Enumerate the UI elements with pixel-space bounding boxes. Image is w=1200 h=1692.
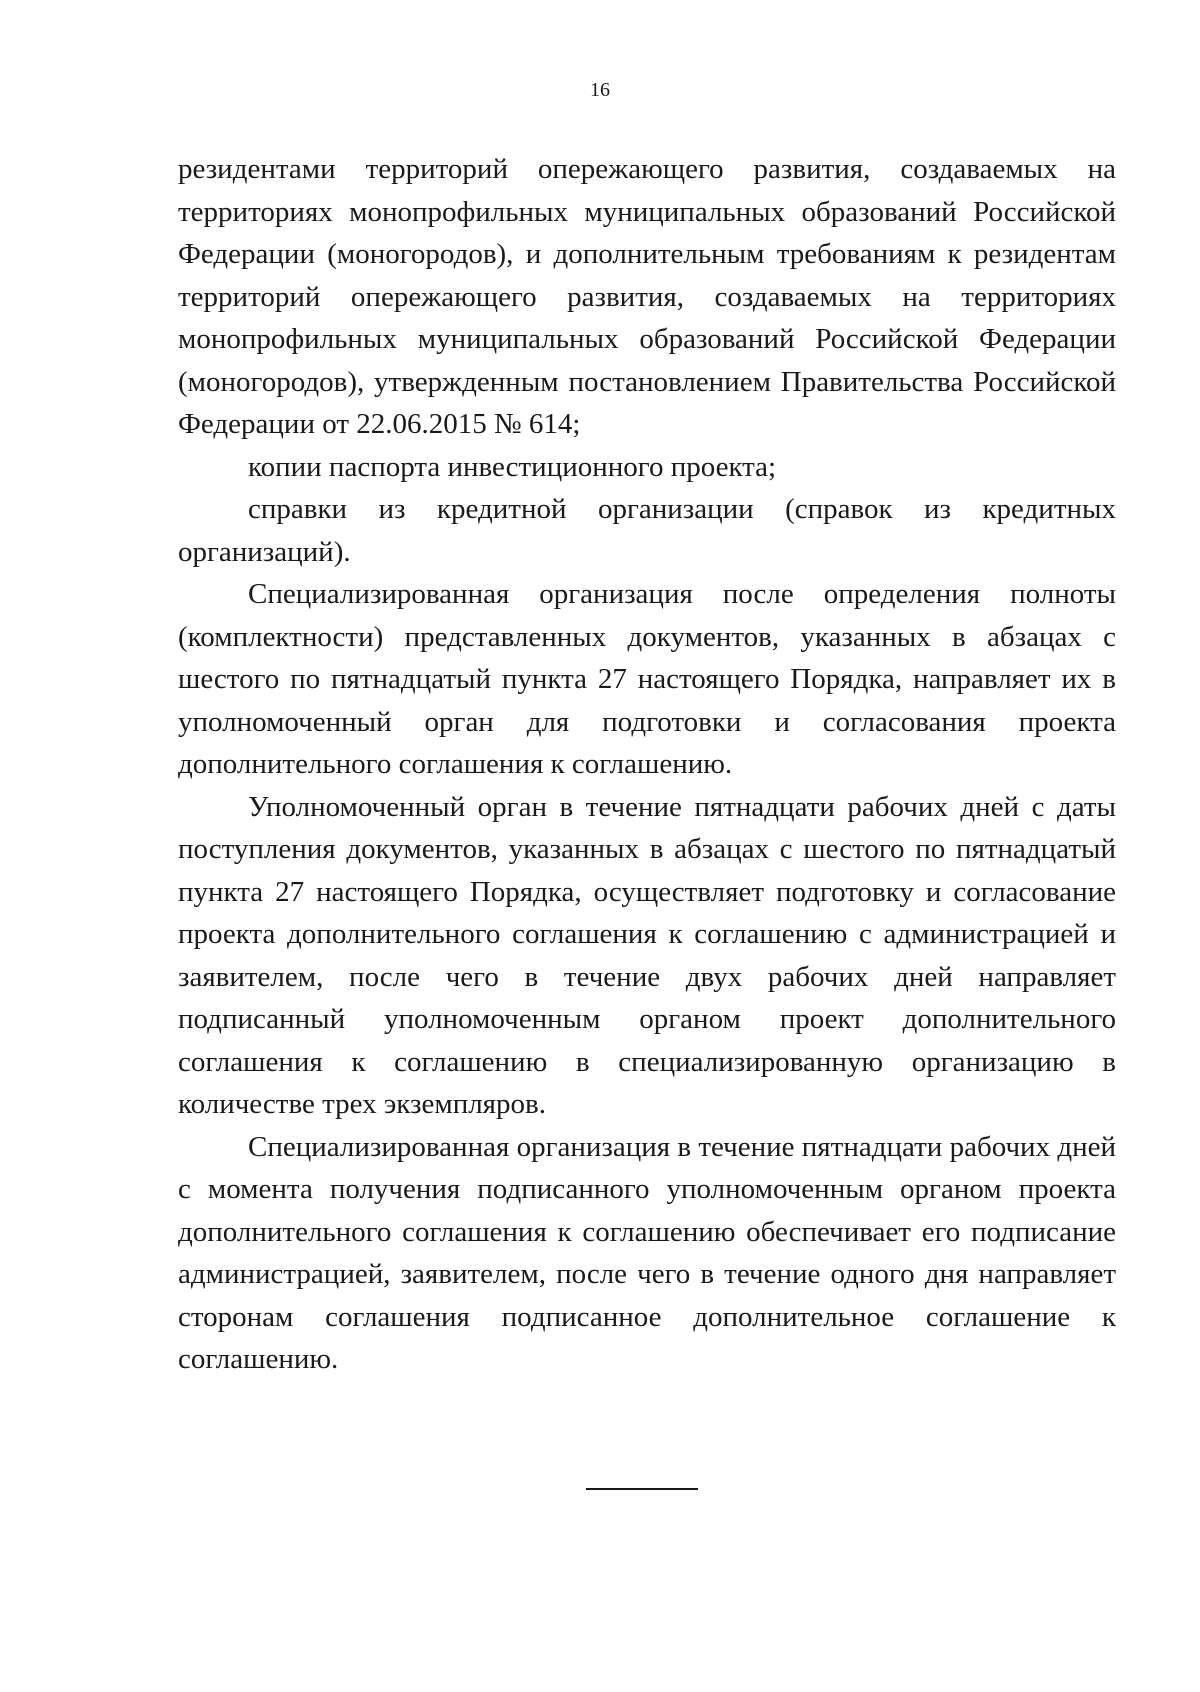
page-number: 16: [590, 79, 610, 101]
document-body: [178, 148, 1116, 1381]
paragraph-specialized-organization: Специализированная организация после определения полноты (комплектности) представленных документов, указанных в абзацах с шестого по пятнадцатый пункта 27 настоящего Порядка, направляет их в уполномоченный орган для подготовки и согласования проекта дополнительного соглашения к соглашению.: [178, 578, 1116, 780]
paragraph-signing: Специализированная организация в течение пятнадцати рабочих дней с момента получения подписанного уполномоченным органом проекта дополнительного соглашения к соглашению обеспечивает его подписание администрацией, заявителем, после чего в течение одного дня направляет сторонам соглашения подписанное дополнительное соглашение к соглашению.: [178, 1130, 1116, 1375]
paragraph-authorized-body: Уполномоченный орган в течение пятнадцати рабочих дней с даты поступления документов, указанных в абзацах с шестого по пятнадцатый пункта 27 настоящего Порядка, осуществляет подготовку и согласование проекта дополнительного соглашения к соглашению с администрацией и заявителем, после чего в течение двух рабочих дней направляет подписанный уполномоченным органом проект дополнительного соглашения к соглашению в специализированную организацию в количестве трех экземпляров.: [178, 790, 1116, 1120]
end-of-document-rule: [586, 1488, 698, 1490]
paragraph-continuation: резидентами территорий опережающего развития, создаваемых на территориях монопрофильных муниципальных образований Российской Федерации (моногородов), и дополнительным требованиям к резидентам территорий опережающего развития, создаваемых на территориях монопрофильных муниципальных образований Российской Федерации (моногородов), утвержденным постановлением Правительства Российской Федерации от 22.06.2015 № 614;: [178, 153, 1116, 440]
paragraph-bank-certificates: справки из кредитной организации (справок из кредитных организаций).: [178, 493, 1116, 568]
paragraph-passport-copy: копии паспорта инвестиционного проекта;: [248, 450, 777, 483]
